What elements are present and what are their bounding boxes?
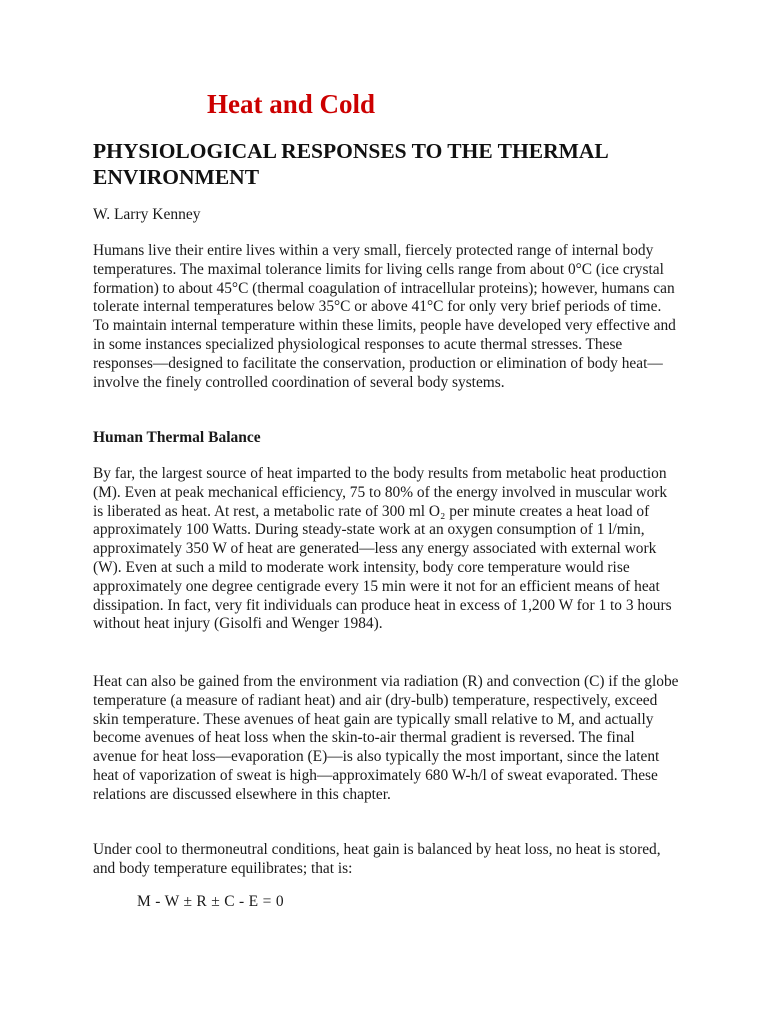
paragraph-text: Heat can also be gained from the environment via radiation (R) and convection (C) if the globe temperature (a measure of radiant heat) and air (dry-bulb) temperature, respectively, exceed skin temperature. These avenues of heat gain are typically small relative to M, and actually become avenues of heat loss when the skin-to-air thermal gradient is reversed. The final avenue for heat loss—evaporation (E)—is also typically the most important, since the latent heat of vaporization of sweat is high—approximately 680 W-h/l of sweat evaporated. These relations are discussed elsewhere in this chapter. [93,673,679,803]
paragraph-environment-heat [93,673,679,805]
paragraph-text: By far, the largest source of heat imparted to the body results from metabolic heat production (M). Even at peak mechanical efficiency, 75 to 80% of the energy involved in muscular work is liberated as heat. At rest, a metabolic rate of 300 ml O₂ per minute creates a heat load of approximately 100 Watts. During steady-state work at an oxygen consumption of 1 l/min, approximately 350 W of heat are generated—less any energy associated with external work (W). Even at such a mild to moderate work intensity, body core temperature would rise approximately one degree centigrade every 15 min were it not for an efficient means of heat dissipation. In fact, very fit individuals can produce heat in excess of 1,200 W for 1 to 3 hours without heat injury (Gisolfi and Wenger 1984). [93,465,672,633]
paragraph-balance [93,841,679,879]
section-heading: Human Thermal Balance [93,429,261,446]
heat-balance-equation: M - W ± R ± C - E = 0 [137,893,284,910]
document-title: Heat and Cold [206,89,376,119]
paragraph-text: Humans live their entire lives within a very small, fiercely protected range of internal body temperatures. The maximal tolerance limits for living cells range from about 0°C (ice crystal formation) to about 45°C (thermal coagulation of intracellular proteins); however, humans can tolerate internal temperatures below 35°C or above 41°C for only very brief periods of time. To maintain internal temperature within these limits, people have developed very effective and in some instances specialized physiological responses to acute thermal stresses. These responses—designed to facilitate the conservation, production or elimination of body heat—involve the finely controlled coordination of several body systems. [93,242,676,391]
paragraph-intro [93,242,679,392]
paragraph-text: Under cool to thermoneutral conditions, heat gain is balanced by heat loss, no heat is stored, and body temperature equilibrates; that is: [93,841,661,877]
paragraph-metabolic-heat [93,465,679,634]
document-subtitle: PHYSIOLOGICAL RESPONSES TO THE THERMAL ENVIRONMENT [93,139,608,189]
author-name: W. Larry Kenney [93,206,201,223]
